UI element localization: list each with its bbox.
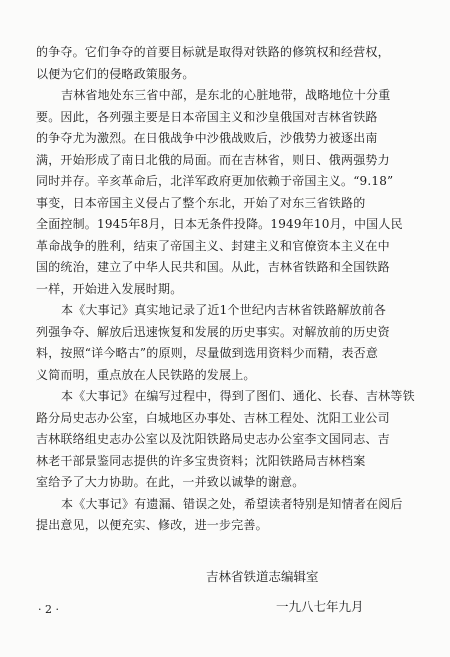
text-line: 事变，日本帝国主义侵占了整个东北，开始了对东三省铁路的 [36, 195, 366, 210]
text-line: 本《大事记》在编写过程中，得到了图们、通化、长春、吉林等铁 [61, 389, 415, 403]
text-line: 以便为它们的侵略政策服务。 [36, 66, 195, 81]
page-number: · 2 · [38, 603, 59, 616]
text-line: 吉林省地处东三省中部，是东北的心脏地带，战略地位十分重 [61, 88, 391, 102]
text-line: 要。因此，各列强主要是日本帝国主义和沙皇俄国对吉林省铁路 [36, 109, 378, 124]
text-line: 义简而明，重点放在人民铁路的发展上。 [36, 367, 256, 382]
text-line: 革命战争的胜利，结束了帝国主义、封建主义和官僚资本主义在中 [36, 238, 390, 253]
text-line: 列强争夺、解放后迅速恢复和发展的历史事实。对解放前的历史资 [36, 324, 390, 339]
text-line: 的争夺尤为激烈。在日俄战争中沙俄战败后，沙俄势力被逐出南 [36, 131, 378, 145]
text-line: 一样，开始进入发展时期。 [36, 281, 183, 296]
text-line: 本《大事记》真实地记录了近1个世纪内吉林省铁路解放前各 [61, 303, 387, 317]
text-line: 的争夺。它们争夺的首要目标就是取得对铁路的修筑权和经营权， [36, 45, 390, 59]
text-line: 同时并存。辛亥革命后，北洋军政府更加依赖于帝国主义。“9.18” [36, 174, 394, 188]
text-line: 全面控制。1945年8月，日本无条件投降。1949年10月，中国人民 [36, 217, 403, 231]
text-line: 吉林联络组史志办公室以及沈阳铁路局史志办公室李文国同志、吉 [36, 432, 390, 446]
text-line: 路分局史志办公室，白城地区办事处、吉林工程处、沈阳工业公司 [36, 410, 390, 425]
signature-date: 一九八七年九月 [276, 599, 364, 614]
text-line: 室给予了大力协助。在此，一并致以诚挚的谢意。 [36, 475, 305, 489]
body-text [36, 42, 432, 537]
text-line: 提出意见，以便充实、修改，进一步完善。 [36, 518, 268, 532]
text-line: 国的统治，建立了中华人民共和国。从此，吉林省铁路和全国铁路 [36, 260, 390, 274]
author-organization: 吉林省铁道志编辑室 [206, 569, 319, 584]
text-line: 本《大事记》有遗漏、错误之处，希望读者特别是知情者在阅后 [61, 496, 403, 511]
text-line: 满，开始形成了南日北俄的局面。而在吉林省，则日、俄两强势力 [36, 152, 390, 167]
text-line: 林老干部景鉴同志提供的许多宝贵资料；沈阳铁路局吉林档案 [36, 453, 366, 468]
text-line: 料，按照“详今略古”的原则，尽量做到选用资料少而精，表否意 [36, 346, 379, 360]
